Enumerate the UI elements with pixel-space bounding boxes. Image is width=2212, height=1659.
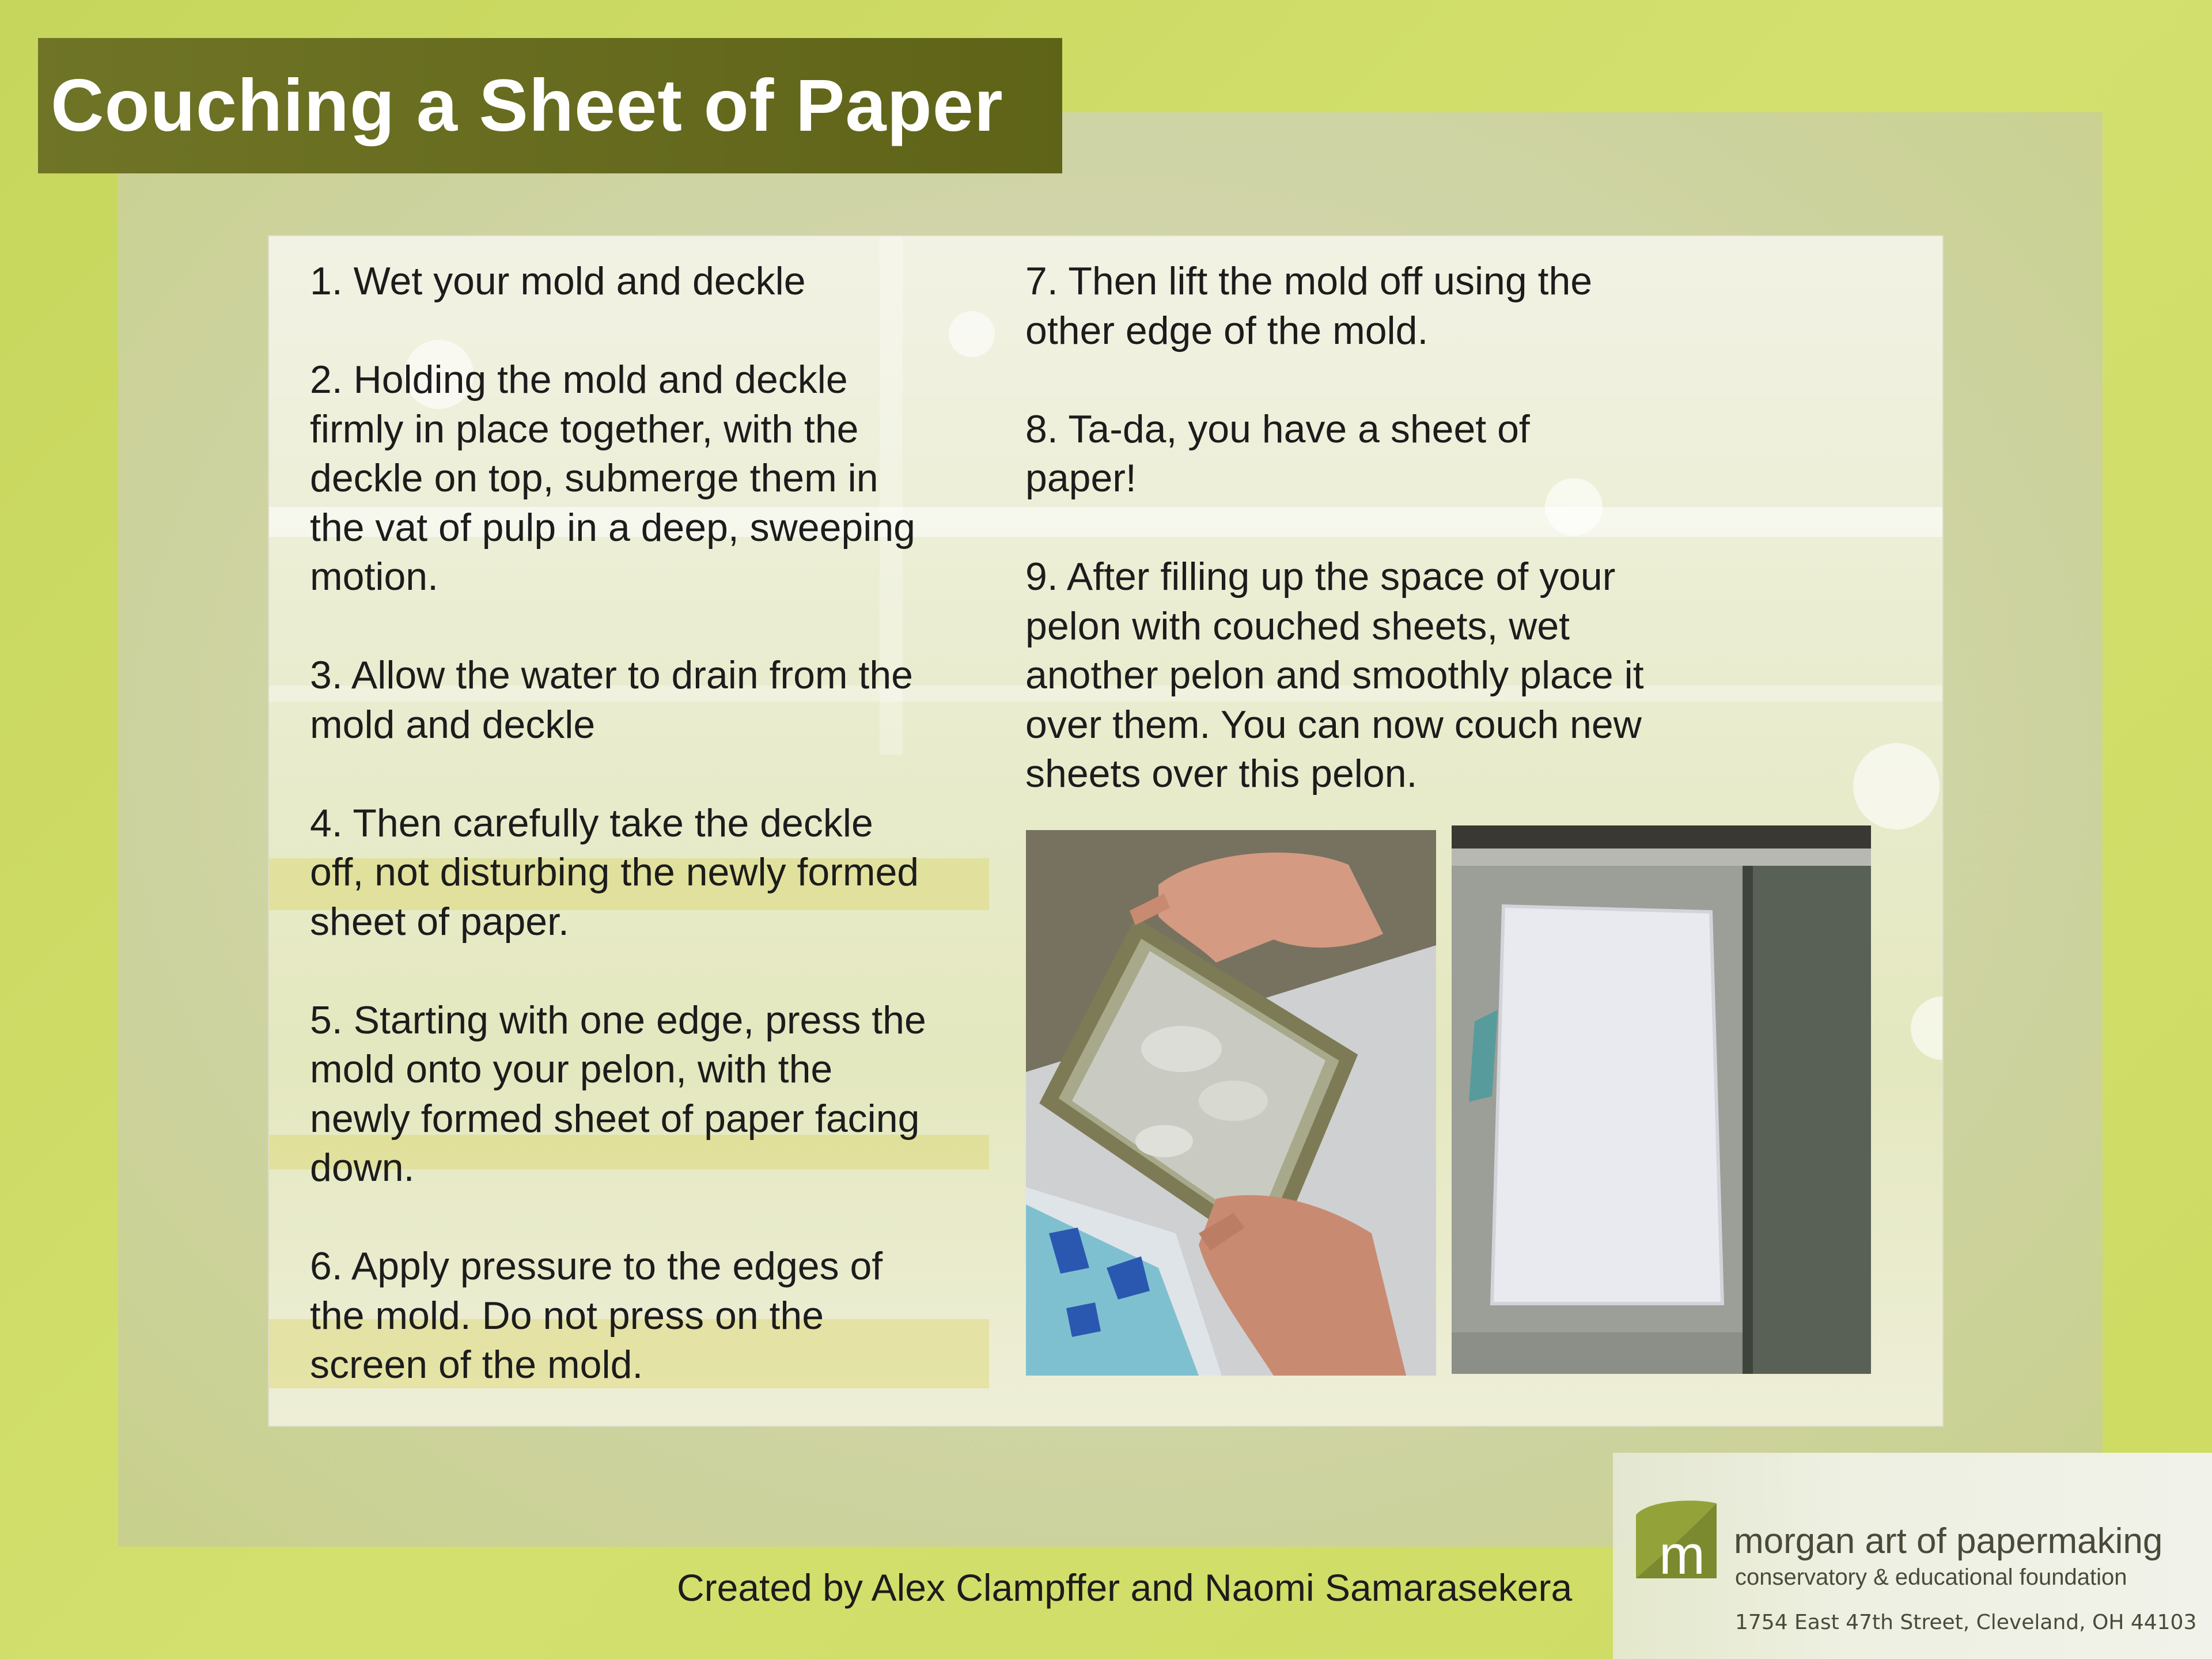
credit-line: Created by Alex Clampffer and Naomi Samarasekera xyxy=(677,1566,1573,1609)
step-9: 9. After filling up the space of your pelon with couched sheets, wet another pelon and smoothly place it over them. You can now couch new sheets over this pelon. xyxy=(1025,555,1644,796)
logo-address: 1754 East 47th Street, Cleveland, OH 44103 xyxy=(1735,1611,2197,1634)
leaf-logo-icon xyxy=(1630,1498,1722,1584)
decor-dot xyxy=(1853,743,1940,830)
steps-column-right xyxy=(1025,257,1717,848)
steps-column-left xyxy=(310,257,1001,1439)
logo-mark-letter: m xyxy=(1659,1524,1705,1584)
title-banner xyxy=(38,38,1062,173)
step-8: 8. Ta-da, you have a sheet of paper! xyxy=(1025,407,1530,500)
step-3: 3. Allow the water to drain from the mold and deckle xyxy=(310,653,913,747)
logo-subtitle: conservatory & educational foundation xyxy=(1735,1565,2127,1590)
decor-dot xyxy=(1911,997,1944,1060)
photo-pressing-mold-illustration xyxy=(1026,830,1436,1376)
step-5: 5. Starting with one edge, press the mold onto your pelon, with the newly formed sheet of paper facing down. xyxy=(310,998,926,1190)
morgan-logo-mark xyxy=(1630,1498,1722,1584)
page-title: Couching a Sheet of Paper xyxy=(51,65,1003,147)
step-4: 4. Then carefully take the deckle off, not disturbing the newly formed sheet of paper. xyxy=(310,801,919,944)
photo-formed-sheet-illustration xyxy=(1452,825,1871,1374)
logo-name: morgan art of papermaking xyxy=(1734,1521,2163,1561)
step-6: 6. Apply pressure to the edges of the mold. Do not press on the screen of the mold. xyxy=(310,1244,883,1387)
step-7: 7. Then lift the mold off using the other edge of the mold. xyxy=(1025,259,1593,353)
photo-formed-sheet xyxy=(1452,825,1871,1374)
photo-pressing-mold xyxy=(1026,830,1436,1376)
step-1: 1. Wet your mold and deckle xyxy=(310,259,806,303)
step-2: 2. Holding the mold and deckle firmly in place together, with the deckle on top, submerge them in the vat of pulp in a deep, sweeping motion. xyxy=(310,358,915,599)
